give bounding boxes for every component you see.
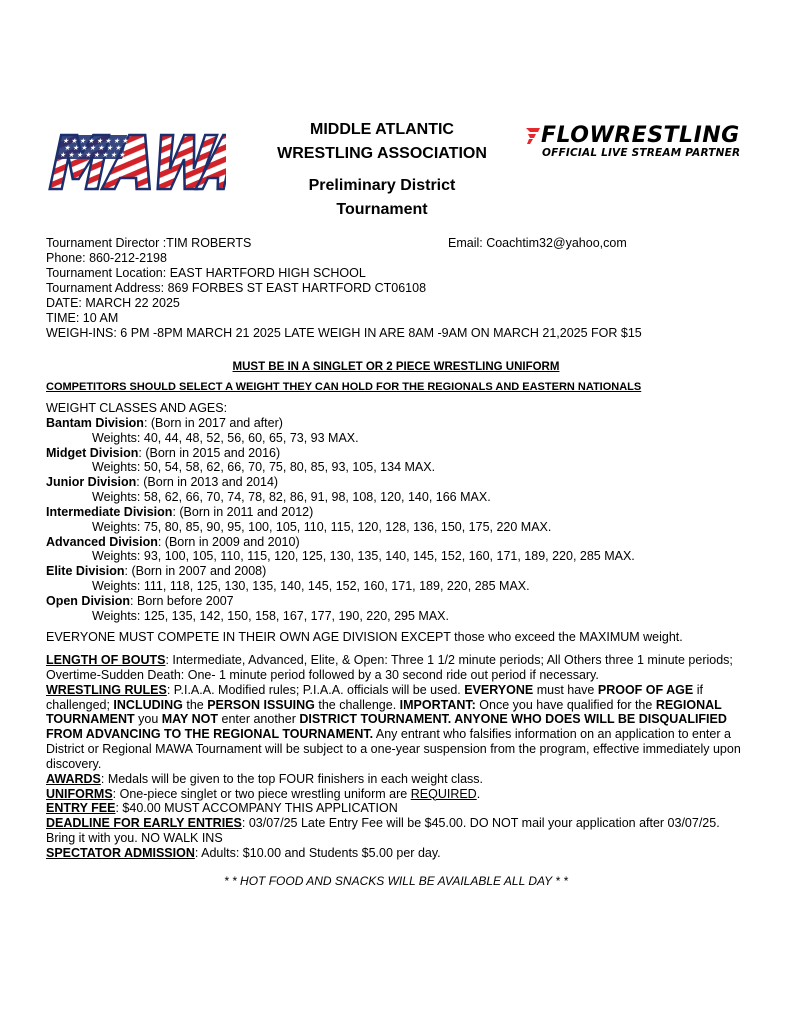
division-row <box>46 505 756 520</box>
uniforms <box>46 787 746 802</box>
entry-fee-text: : $40.00 MUST ACCOMPANY THIS APPLICATION <box>115 801 398 816</box>
weight-classes-heading: WEIGHT CLASSES AND AGES: <box>46 401 228 415</box>
division-born: : (Born in 2009 and 2010) <box>157 534 300 549</box>
wrestling-rules-bold: DISTRICT TOURNAMENT. ANYONE WHO DOES WILL BE DISQUALIFIED FROM ADVANCING TO THE REGIONAL TOURNAMENT. <box>46 712 727 742</box>
weight-classes <box>46 401 756 624</box>
event-title-line1: Preliminary District <box>308 177 456 194</box>
wrestling-rules-bold: REGIONAL TOURNAMENT <box>46 697 722 727</box>
division-row <box>46 446 756 461</box>
phone-line: Phone: 860-212-2198 <box>46 251 167 265</box>
wrestling-rules <box>46 683 746 772</box>
uniforms-label: UNIFORMS <box>46 786 113 801</box>
wrestling-rules-bold: PERSON ISSUING <box>207 697 315 712</box>
spectator-admission <box>46 846 746 861</box>
wrestling-rules-text: you <box>134 712 162 727</box>
division-row <box>46 594 756 609</box>
director-line: Tournament Director :TIM ROBERTS <box>46 236 252 250</box>
division-weights: Weights: 50, 54, 58, 62, 66, 70, 75, 80, 85, 93, 105, 134 MAX. <box>92 460 436 475</box>
wrestling-rules-label: WRESTLING RULES <box>46 682 167 697</box>
wrestling-rules-text: if challenged; <box>46 682 703 712</box>
division-name: Open Division <box>46 593 131 608</box>
division-born: : (Born in 2015 and 2016) <box>138 445 281 460</box>
wrestling-rules-bold: INCLUDING <box>113 697 183 712</box>
division-born: : (Born in 2011 and 2012) <box>172 504 314 519</box>
uniforms-required: REQUIRED <box>410 786 477 801</box>
awards-label: AWARDS <box>46 771 101 786</box>
svg-text:★ ★ ★ ★ ★ ★ ★ ★: ★ ★ ★ ★ ★ ★ ★ ★ <box>62 136 130 145</box>
flo-word: FLO <box>541 123 590 148</box>
wrestling-rules-text: the <box>182 697 208 712</box>
flo-mark-icon <box>524 126 540 144</box>
org-name <box>232 118 532 166</box>
time-line: TIME: 10 AM <box>46 311 119 325</box>
svg-text:★ ★ ★ ★ ★ ★ ★: ★ ★ ★ ★ ★ ★ ★ <box>63 143 123 152</box>
uniforms-end: . <box>476 786 481 801</box>
org-name-line2: WRESTLING ASSOCIATION <box>277 145 487 162</box>
division-weights: Weights: 40, 44, 48, 52, 56, 60, 65, 73, 93 MAX. <box>92 430 359 445</box>
event-title <box>232 174 532 222</box>
select-weight-notice: COMPETITORS SHOULD SELECT A WEIGHT THEY CAN HOLD FOR THE REGIONALS AND EASTERN NATIONALS <box>46 381 642 393</box>
address-line: Tournament Address: 869 FORBES ST EAST HARTFORD CT06108 <box>46 281 427 295</box>
division-weights: Weights: 125, 135, 142, 150, 158, 167, 177, 190, 220, 295 MAX. <box>92 608 449 623</box>
location-line: Tournament Location: EAST HARTFORD HIGH SCHOOL <box>46 266 366 280</box>
length-of-bouts <box>46 653 746 683</box>
rules-section <box>46 653 746 861</box>
flowrestling-logo <box>524 123 741 161</box>
food-note: * * HOT FOOD AND SNACKS WILL BE AVAILABLE ALL DAY * * <box>224 874 568 888</box>
event-title-line2: Tournament <box>336 201 428 218</box>
wrestling-rules-text: Once you have qualified for the <box>475 697 656 712</box>
wrestling-rules-bold: IMPORTANT: <box>399 697 476 712</box>
division-born: : (Born in 2017 and after) <box>143 415 283 430</box>
division-name: Bantam Division <box>46 415 144 430</box>
age-division-rule: EVERYONE MUST COMPETE IN THEIR OWN AGE DIVISION EXCEPT those who exceed the MAXIMUM weight. <box>46 630 683 644</box>
uniforms-text: : One-piece singlet or two piece wrestling uniform are <box>112 786 411 801</box>
division-name: Intermediate Division <box>46 504 173 519</box>
division-born: : Born before 2007 <box>130 593 234 608</box>
division-row <box>46 416 756 431</box>
division-name: Midget Division <box>46 445 139 460</box>
division-name: Elite Division <box>46 564 125 579</box>
length-of-bouts-text: : Intermediate, Advanced, Elite, & Open: Three 1 1/2 minute periods; All Others three 1 minute periods; Overtime-Sudden Death: One- 1 minute period followed by a 30 second ride out period if necessary. <box>46 653 733 682</box>
wrestling-rules-bold: MAY NOT <box>161 712 219 727</box>
wrestling-rules-text: : P.I.A.A. Modified rules; P.I.A.A. officials will be used. <box>166 682 465 697</box>
svg-text:★ ★ ★ ★ ★ ★ ★ ★: ★ ★ ★ ★ ★ ★ ★ ★ <box>59 150 127 159</box>
flo-tagline: OFFICIAL LIVE STREAM PARTNER <box>542 147 741 159</box>
tournament-info <box>46 236 746 341</box>
division-name: Junior Division <box>46 475 137 490</box>
wrestling-rules-text: the challenge. <box>314 697 400 712</box>
spectator-label: SPECTATOR ADMISSION <box>46 845 195 860</box>
division-weights: Weights: 58, 62, 66, 70, 74, 78, 82, 86, 91, 98, 108, 120, 140, 166 MAX. <box>92 490 491 505</box>
division-weights: Weights: 93, 100, 105, 110, 115, 120, 125, 130, 135, 140, 145, 152, 160, 171, 189, 220, 285 MAX. <box>92 549 635 564</box>
wrestling-rules-bold: PROOF OF AGE <box>597 682 694 697</box>
deadline-label: DEADLINE FOR EARLY ENTRIES <box>46 816 242 831</box>
division-born: : (Born in 2007 and 2008) <box>124 564 267 579</box>
deadline-text: : 03/07/25 Late Entry Fee will be $45.00. DO NOT mail your application after 03/07/25. Bring it with you. NO WALK INS <box>46 816 720 846</box>
division-weights: Weights: 111, 118, 125, 130, 135, 140, 145, 152, 160, 171, 189, 220, 285 MAX. <box>92 579 530 594</box>
awards-text: : Medals will be given to the top FOUR finishers in each weight class. <box>100 771 483 786</box>
entry-fee-label: ENTRY FEE <box>46 801 116 816</box>
wrestling-rules-text: must have <box>533 682 598 697</box>
awards <box>46 772 746 787</box>
email-line: Email: Coachtim32@yahoo,com <box>448 236 627 250</box>
division-row <box>46 475 756 490</box>
division-name: Advanced Division <box>46 534 158 549</box>
deadline <box>46 816 746 846</box>
mawa-logo <box>46 131 226 193</box>
wrestling-word: WRESTLING <box>589 123 740 148</box>
weighins-line: WEIGH-INS: 6 PM -8PM MARCH 21 2025 LATE WEIGH IN ARE 8AM -9AM ON MARCH 21,2025 FOR $15 <box>46 326 642 340</box>
spectator-text: : Adults: $10.00 and Students $5.00 per day. <box>194 845 441 860</box>
date-line: DATE: MARCH 22 2025 <box>46 296 180 310</box>
division-row <box>46 564 756 579</box>
division-list <box>46 416 756 624</box>
uniform-notice: MUST BE IN A SINGLET OR 2 PIECE WRESTLING UNIFORM <box>232 361 560 373</box>
division-born: : (Born in 2013 and 2014) <box>136 475 279 490</box>
wrestling-rules-bold: EVERYONE <box>464 682 534 697</box>
wrestling-rules-text: enter another <box>218 712 300 727</box>
division-row <box>46 535 756 550</box>
wrestling-rules-text: Any entrant who falsifies information on an application to enter a District or Regional MAWA Tournament will be subject to a one-year suspension from the program, effective immediately upon discovery. <box>46 727 741 771</box>
org-name-line1: MIDDLE ATLANTIC <box>310 121 454 138</box>
division-weights: Weights: 75, 80, 85, 90, 95, 100, 105, 110, 115, 120, 128, 136, 150, 175, 220 MAX. <box>92 519 552 534</box>
length-of-bouts-label: LENGTH OF BOUTS <box>46 653 166 667</box>
entry-fee <box>46 801 746 816</box>
